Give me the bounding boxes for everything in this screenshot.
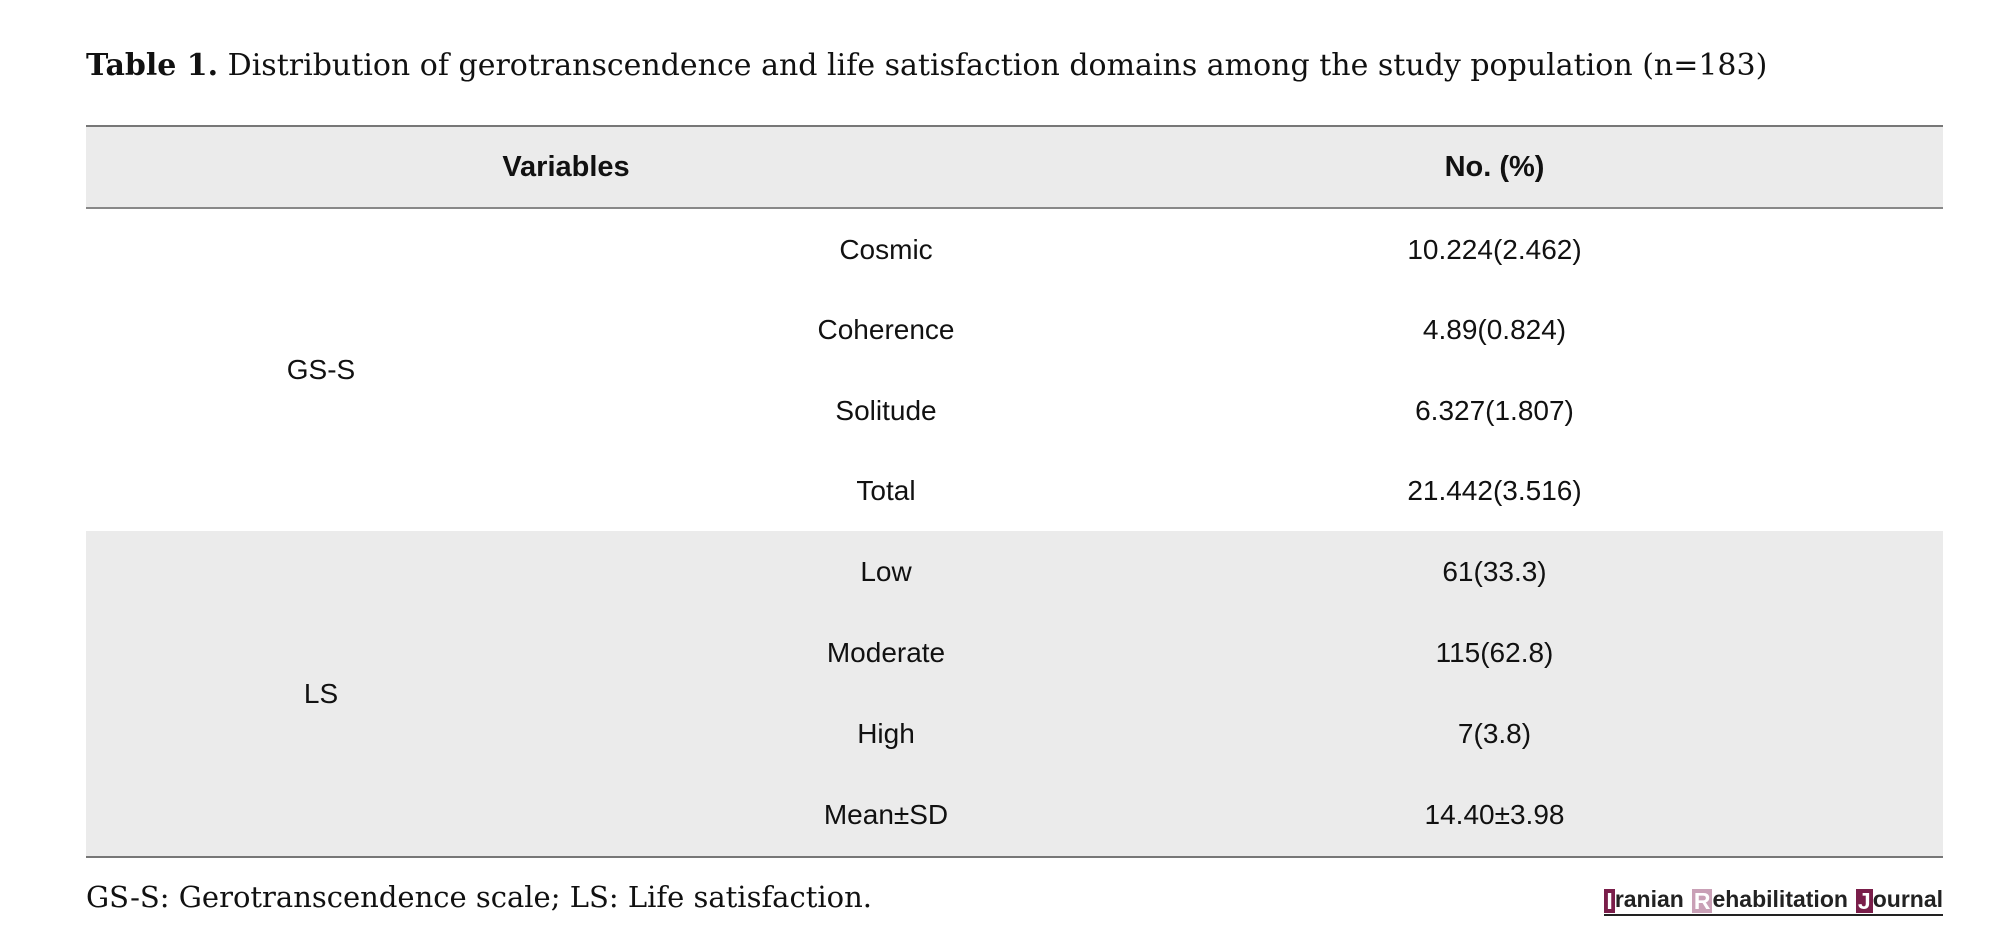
row-value: 10.224(2.462) [1407,234,1582,265]
table-caption-text: Distribution of gerotranscendence and life satisfaction domains among the study population (n=183) [218,48,1768,83]
group-label: GS-S [286,354,356,385]
table-row [86,531,1943,612]
row-name: Coherence [817,314,955,345]
table-row [86,289,1943,370]
row-name: Mean±SD [823,799,949,830]
table-row [86,612,1943,693]
row-value: 14.40±3.98 [1424,799,1565,830]
table-row [86,450,1943,531]
header-variables: Variables [502,151,630,183]
table-footnote: GS-S: Gerotranscendence scale; LS: Life satisfaction. [86,880,873,914]
table-caption [86,48,1767,83]
row-name: Moderate [826,637,946,668]
logo-part [1856,886,1943,913]
table-row [86,693,1943,774]
row-name: High [857,718,915,749]
row-name: Total [856,475,916,506]
table-row [86,209,1943,290]
journal-logo [1604,886,1943,916]
table-row [86,370,1943,451]
row-name: Low [860,556,912,587]
row-value: 6.327(1.807) [1415,395,1574,426]
logo-part [1692,886,1848,913]
group-gss [86,209,1943,531]
header-value: No. (%) [1444,151,1545,183]
row-value: 7(3.8) [1457,718,1532,749]
row-name: Cosmic [839,234,933,265]
table-header [86,127,1943,209]
logo-word: ranian [1614,886,1684,912]
logo-part [1604,886,1683,913]
row-name: Solitude [835,395,937,426]
table-caption-label: Table 1. [86,48,219,83]
group-label: LS [303,677,339,709]
row-value: 21.442(3.516) [1407,475,1582,506]
logo-initial: J [1857,888,1871,914]
logo-initial: I [1606,888,1613,914]
row-value: 115(62.8) [1435,637,1554,668]
results-table [86,125,1943,858]
row-value: 4.89(0.824) [1422,314,1567,345]
logo-initial: R [1693,888,1711,914]
logo-word: ehabilitation [1712,886,1848,912]
logo-word: ournal [1872,886,1943,912]
row-value: 61(33.3) [1442,556,1547,587]
table-row [86,774,1943,855]
group-ls [86,531,1943,856]
